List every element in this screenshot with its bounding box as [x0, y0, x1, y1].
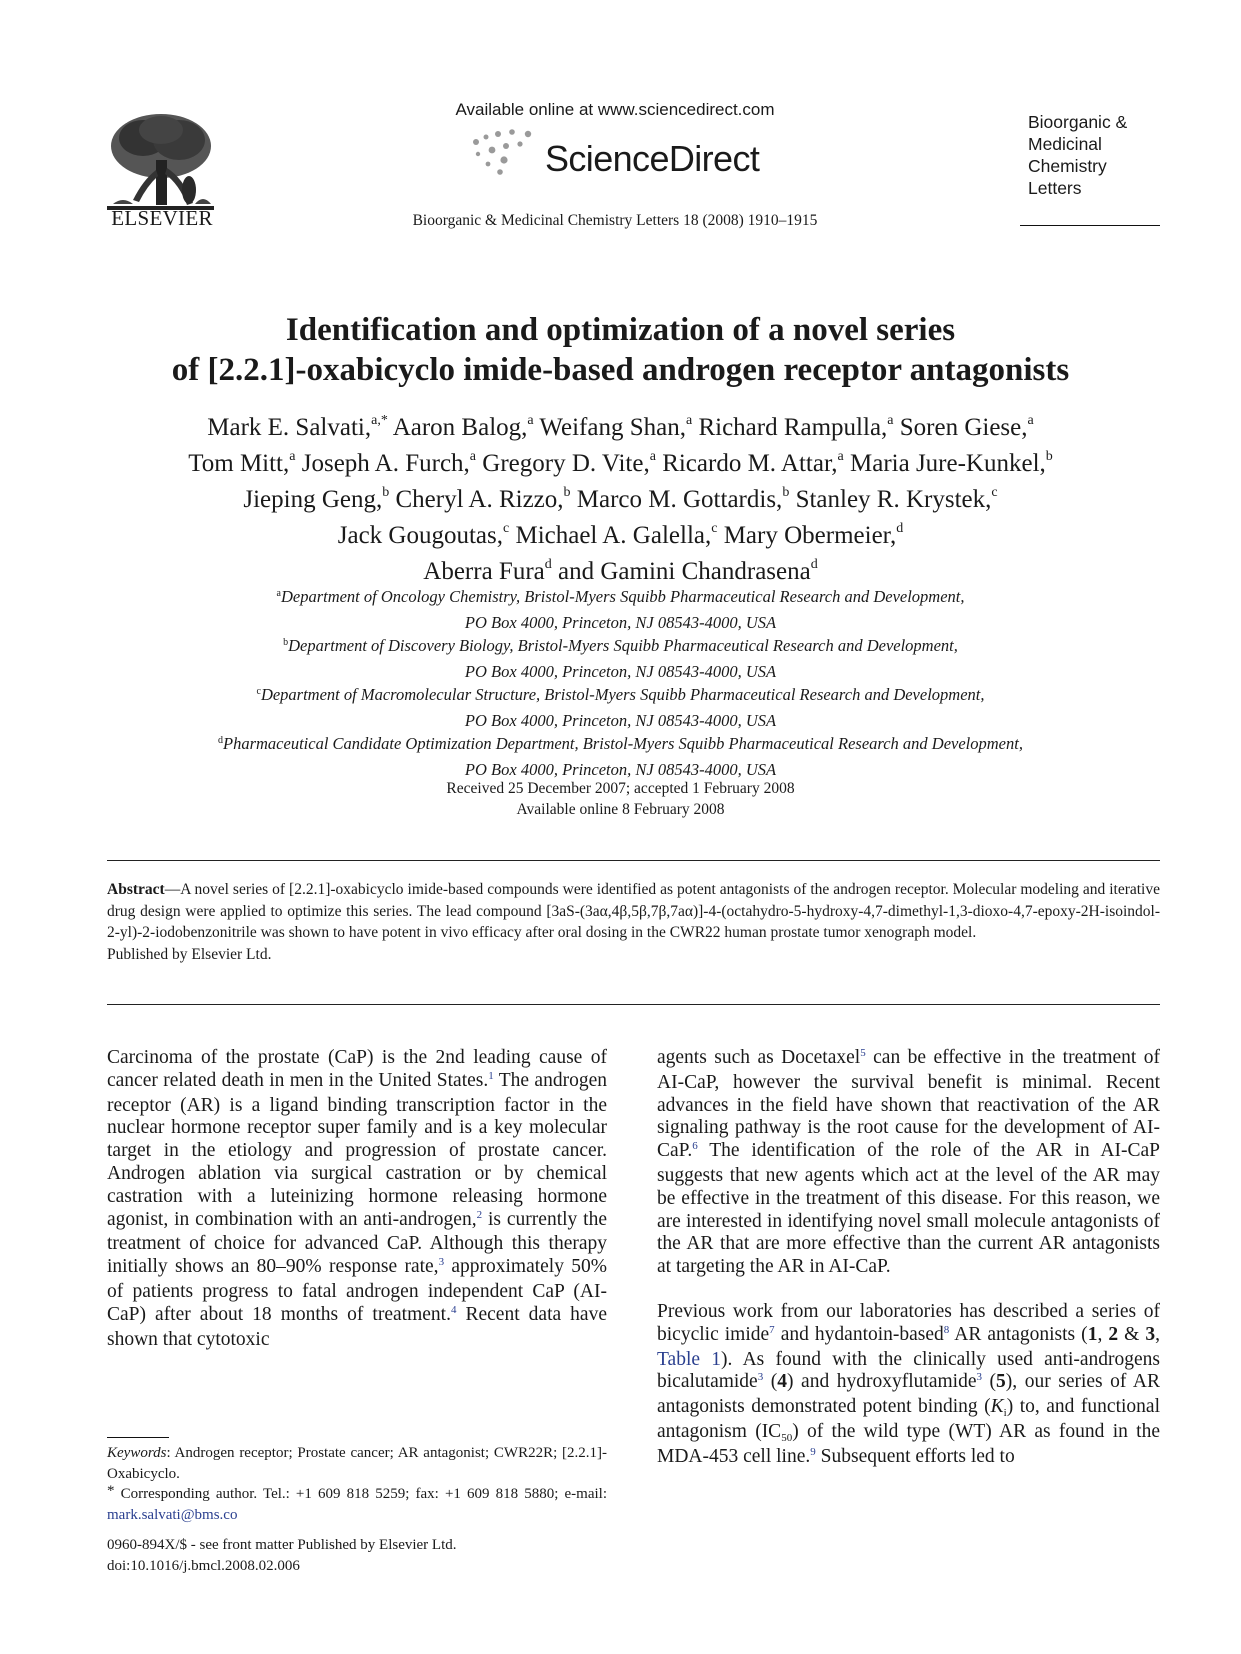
abstract-label: Abstract — [107, 881, 165, 898]
text-run: Recent data have shown that cytotoxic — [107, 1303, 607, 1350]
author-name: Mary Obermeier, — [717, 522, 897, 549]
text-run: AR antagonists ( — [949, 1323, 1088, 1345]
affiliation-line: PO Box 4000, Princeton, NJ 08543-4000, USA — [464, 711, 777, 730]
text-run: ), our series of AR antagonists demonstrated potent binding ( — [657, 1371, 1160, 1418]
author-name: Jieping Geng, — [243, 486, 383, 513]
text-run: Subsequent efforts led to — [815, 1445, 1015, 1467]
affiliation-line: PO Box 4000, Princeton, NJ 08543-4000, USA — [464, 613, 777, 632]
text-run: ). As found with the clinically used anti-androgens bicalutamide — [657, 1348, 1161, 1393]
author-name: Joseph A. Furch, — [295, 450, 470, 477]
author-name: Aberra Fura — [423, 558, 545, 585]
received-date: Received 25 December 2007; accepted 1 February 2008 — [446, 780, 795, 797]
text-run: approximately 50% of patients progress to fatal androgen independent CaP (AI-CaP) after about 18 months of treatment. — [107, 1256, 607, 1325]
affiliation-mark: b — [283, 637, 289, 648]
published-by: Published by Elsevier Ltd. — [107, 945, 272, 963]
affiliation-mark: d — [218, 735, 224, 746]
keywords-label: Keywords — [107, 1445, 167, 1461]
author-name: Cheryl A. Rizzo, — [389, 486, 564, 513]
footnote-rule — [107, 1437, 169, 1438]
body-paragraph — [107, 1047, 607, 1351]
email-link[interactable]: mark.salvati@bms.co — [107, 1506, 238, 1523]
issn-doi — [107, 1535, 457, 1576]
text-run: is currently the treatment of choice for advanced CaP. Although this therapy initially shows an 80–90% response rate, — [107, 1208, 608, 1278]
author-affiliation-mark: a — [289, 449, 296, 464]
corresponding-author — [107, 1484, 607, 1525]
text-run: ) of the wild type (WT) AR as found in the MDA-453 cell line. — [657, 1420, 1160, 1467]
journal-name-line: Medicinal — [1028, 134, 1102, 154]
author-name: Stanley R. Krystek, — [789, 486, 992, 513]
text-run: & — [1118, 1323, 1146, 1345]
author-affiliation-mark: b — [382, 485, 390, 500]
author-affiliation-mark: a,* — [371, 413, 388, 428]
available-online-date: Available online 8 February 2008 — [516, 801, 725, 818]
text-run: ) and hydroxyflutamide — [787, 1371, 977, 1393]
author-name: Tom Mitt, — [188, 450, 290, 477]
author-affiliation-mark: b — [1045, 449, 1053, 464]
affiliation-line: Department of Oncology Chemistry, Bristol-Myers Squibb Pharmaceutical Research and Development, — [280, 587, 965, 606]
compound-number: 2 — [1108, 1323, 1119, 1345]
subscript: 50 — [781, 1431, 793, 1444]
affiliation-c — [40, 683, 1201, 732]
author-name: Michael A. Galella, — [509, 522, 712, 549]
journal-name-line: Letters — [1028, 178, 1082, 198]
citation-link[interactable]: 3 — [976, 1371, 982, 1384]
author-line — [40, 412, 1201, 448]
text-run: Carcinoma of the prostate (CaP) is the 2nd leading cause of cancer related death in men in the United States. — [107, 1047, 607, 1091]
author-affiliation-mark: a — [527, 413, 534, 428]
affiliation-line: Department of Macromolecular Structure, Bristol-Myers Squibb Pharmaceutical Research and Development, — [260, 685, 985, 704]
citation-link[interactable]: 4 — [450, 1303, 457, 1316]
publisher-name: ELSEVIER — [111, 206, 213, 230]
affiliation-mark: c — [256, 686, 261, 697]
corresponding-mark: * — [107, 1483, 115, 1499]
footnotes — [107, 1443, 607, 1525]
text-run: The androgen receptor (AR) is a ligand binding transcription factor in the nuclear hormone receptor super family and is a key molecular target in the etiology and progression of prostate cancer. Androgen ablation via surgical castration or by chemical castration with a luteinizing hormone releasing hormone agonist, in combination with an anti-androgen, — [107, 1069, 607, 1230]
journal-name-line: Bioorganic & — [1028, 112, 1128, 132]
abstract-top-rule — [107, 860, 1160, 861]
affiliation-mark: a — [276, 588, 281, 599]
keywords-list: : Androgen receptor; Prostate cancer; AR antagonist; CWR22R; [2.2.1]-Oxabicyclo. — [107, 1445, 607, 1482]
text-run: and hydantoin-based — [774, 1323, 944, 1345]
author-affiliation-mark: b — [782, 485, 790, 500]
author-affiliation-mark: a — [837, 449, 844, 464]
citation-link[interactable]: 3 — [438, 1256, 445, 1269]
text-run: , — [1155, 1323, 1160, 1345]
journal-name-divider — [1020, 225, 1160, 226]
body-paragraph — [657, 1047, 1160, 1279]
citation-link[interactable]: 7 — [769, 1323, 775, 1336]
abstract — [107, 879, 1160, 965]
compound-number: 5 — [996, 1371, 1006, 1393]
author-name: Ricardo M. Attar, — [655, 450, 838, 477]
affiliation-d — [40, 732, 1201, 781]
article-title — [40, 310, 1201, 390]
citation-link[interactable]: 8 — [943, 1323, 950, 1336]
author-affiliation-mark: c — [991, 485, 998, 500]
subscript: i — [1003, 1407, 1007, 1420]
author-name: Maria Jure-Kunkel, — [843, 450, 1046, 477]
author-affiliation-mark: b — [563, 485, 571, 500]
author-name: Soren Giese, — [893, 414, 1028, 441]
doi-line[interactable]: doi:10.1016/j.bmcl.2008.02.006 — [107, 1557, 300, 1574]
compound-number: 3 — [1145, 1323, 1156, 1345]
available-online-text: Available online at www.sciencedirect.com — [455, 100, 775, 119]
author-list — [40, 412, 1201, 592]
author-affiliation-mark: a — [1027, 413, 1034, 428]
author-name: Marco M. Gottardis, — [570, 486, 783, 513]
citation-link[interactable]: 5 — [860, 1047, 866, 1059]
author-name: Gregory D. Vite, — [476, 450, 650, 477]
author-affiliation-mark: a — [649, 449, 656, 464]
author-name: and Gamini Chandrasena — [551, 558, 811, 585]
author-affiliation-mark: d — [810, 557, 818, 572]
citation-link[interactable]: 6 — [692, 1140, 698, 1153]
journal-citation: Bioorganic & Medicinal Chemistry Letters 18 (2008) 1910–1915 — [412, 212, 818, 229]
author-affiliation-mark: d — [896, 521, 904, 536]
title-line: of [2.2.1]-oxabicyclo imide-based androgen receptor antagonists — [171, 352, 1070, 388]
author-line — [40, 520, 1201, 556]
author-line — [40, 448, 1201, 484]
text-run: agents such as Docetaxel — [657, 1047, 861, 1068]
affiliation-line: PO Box 4000, Princeton, NJ 08543-4000, USA — [464, 662, 777, 681]
author-affiliation-mark: d — [544, 557, 552, 572]
sciencedirect-logo-text: ScienceDirect — [545, 138, 760, 179]
text-run: ) to, and functional antagonism (IC — [657, 1396, 1160, 1442]
author-name: Mark E. Salvati, — [207, 414, 372, 441]
title-line: Identification and optimization of a novel series — [285, 312, 956, 348]
text-run: The identification of the role of the AR in AI-CaP suggests that new agents which act at the level of the AR may be effective in the treatment of this disease. For this reason, we are interested in identifying novel small molecule antagonists of the AR that are more effective than the current AR antagonists at targeting the AR in AI-CaP. — [657, 1140, 1160, 1278]
issn-line: 0960-894X/$ - see front matter Published by Elsevier Ltd. — [107, 1537, 457, 1553]
text-run: , — [1097, 1323, 1109, 1345]
author-name: Richard Rampulla, — [692, 414, 888, 441]
affiliation-line: Pharmaceutical Candidate Optimization Department, Bristol-Myers Squibb Pharmaceutical Research and Development, — [223, 734, 1023, 753]
author-affiliation-mark: c — [711, 521, 718, 536]
journal-name-line: Chemistry — [1028, 156, 1107, 176]
author-affiliation-mark: a — [887, 413, 894, 428]
italic-symbol: K — [990, 1396, 1004, 1418]
author-affiliation-mark: a — [685, 413, 693, 428]
journal-name — [1028, 111, 1127, 199]
text-run: Previous work from our laboratories has described a series of bicyclic imide — [657, 1300, 1160, 1345]
citation-link[interactable]: 3 — [757, 1371, 764, 1384]
author-affiliation-mark: c — [503, 521, 510, 536]
citation-link[interactable]: 2 — [476, 1208, 483, 1221]
author-name: Aaron Balog, — [387, 414, 528, 441]
text-run: ( — [981, 1371, 997, 1393]
affiliation-line: Department of Discovery Biology, Bristol-Myers Squibb Pharmaceutical Research and Development, — [288, 636, 958, 655]
body-column-left — [107, 1047, 607, 1351]
author-affiliation-mark: a — [469, 449, 477, 464]
body-paragraph — [657, 1301, 1160, 1471]
compound-number: 1 — [1087, 1323, 1098, 1345]
text-run: ( — [763, 1371, 778, 1393]
abstract-bottom-rule — [107, 1004, 1160, 1005]
corresponding-text: Corresponding author. Tel.: +1 609 818 5259; fax: +1 609 818 5880; e-mail: — [114, 1486, 607, 1502]
body-column-right — [657, 1047, 1160, 1471]
affiliation-a — [40, 585, 1201, 634]
affiliation-b — [40, 634, 1201, 683]
citation-link[interactable]: 1 — [488, 1069, 494, 1082]
table-link[interactable]: Table 1 — [657, 1348, 722, 1370]
abstract-text: —A novel series of [2.2.1]-oxabicyclo imide-based compounds were identified as potent antagonists of the androgen receptor. Molecular modeling and iterative drug design were applied to optimize this series. The lead compound [3aS-(3aα,4β,5β,7β,7aα)]-4-(octahydro-5-hydroxy-4,7-dimethyl-1,3-dioxo-4,7-epoxy-2H-isoindol-2-yl)-2-iodobenzonitrile was shown to have potent in vivo efficacy after oral dosing in the CWR22 human prostate tumor xenograph model. — [107, 881, 1160, 941]
keywords — [107, 1443, 607, 1484]
citation-link[interactable]: 9 — [810, 1445, 816, 1458]
text-run: can be effective in the treatment of AI-CaP, however the survival benefit is minimal. Recent advances in the field have shown that reactivation of the AR signaling pathway is the root cause for the development of AI-CaP. — [657, 1047, 1160, 1162]
affiliations — [40, 585, 1201, 781]
compound-number: 4 — [777, 1371, 788, 1393]
author-name: Weifang Shan, — [533, 414, 686, 441]
author-name: Jack Gougoutas, — [337, 522, 503, 549]
author-line — [40, 484, 1201, 520]
article-history — [40, 778, 1201, 820]
affiliation-line: PO Box 4000, Princeton, NJ 08543-4000, USA — [464, 760, 777, 779]
